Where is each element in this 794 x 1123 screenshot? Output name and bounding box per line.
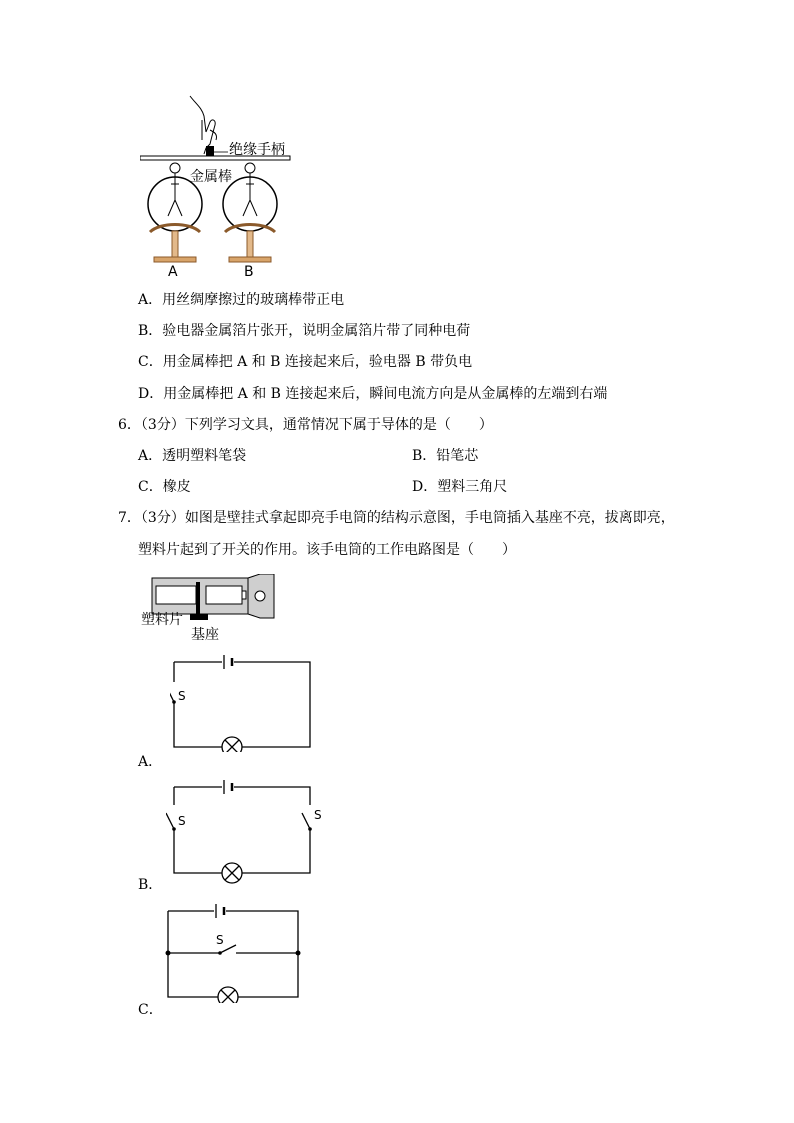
circuit-b: [166, 777, 326, 887]
circuit-b-diagram: [166, 777, 326, 887]
switch-s-label: S: [178, 689, 186, 703]
q6-stem: 6．（3分）下列学习文具，通常情况下属于导体的是（ ）: [118, 417, 493, 433]
q5-option-b: B．验电器金属箔片张开，说明金属箔片带了同种电荷: [138, 323, 471, 339]
label-metal-rod: 金属棒: [190, 169, 232, 185]
circuit-c: [164, 903, 304, 1003]
q7-option-b: B．: [138, 877, 163, 893]
q6-option-d: D．塑料三角尺: [412, 479, 508, 495]
q7-stem-line1: 7．（3分）如图是壁挂式拿起即亮手电筒的结构示意图，手电筒插入基座不亮，拔离即亮，: [118, 510, 675, 526]
q7-option-c: C．: [138, 1002, 163, 1018]
q6-option-a: A．透明塑料笔袋: [138, 448, 247, 464]
label-plastic-piece: 塑料片: [141, 612, 183, 628]
switch-s1-label: S: [178, 814, 186, 828]
label-base: 基座: [191, 627, 219, 643]
circuit-a: [170, 652, 315, 752]
q7-stem-line2: 塑料片起到了开关的作用。该手电筒的工作电路图是（ ）: [138, 542, 516, 558]
label-electroscope-a: A: [168, 264, 178, 280]
electroscope-figure: [140, 92, 300, 284]
q7-option-a: A．: [138, 754, 163, 770]
switch-s3-label: S: [216, 933, 224, 947]
label-insulating-handle: 绝缘手柄: [229, 142, 285, 158]
q6-option-c: C．橡皮: [138, 479, 191, 495]
q6-option-b: B．铅笔芯: [412, 448, 479, 464]
label-electroscope-b: B: [244, 264, 254, 280]
q5-option-a: A．用丝绸摩擦过的玻璃棒带正电: [138, 292, 345, 308]
q5-option-d: D．用金属棒把 A 和 B 连接起来后，瞬间电流方向是从金属棒的左端到右端: [138, 386, 608, 402]
circuit-a-diagram: [170, 652, 315, 752]
circuit-c-diagram: [164, 903, 304, 1003]
electroscope-drawing: [140, 92, 300, 284]
switch-s2-label: S: [314, 808, 322, 822]
q5-option-c: C．用金属棒把 A 和 B 连接起来后，验电器 B 带负电: [138, 354, 473, 370]
